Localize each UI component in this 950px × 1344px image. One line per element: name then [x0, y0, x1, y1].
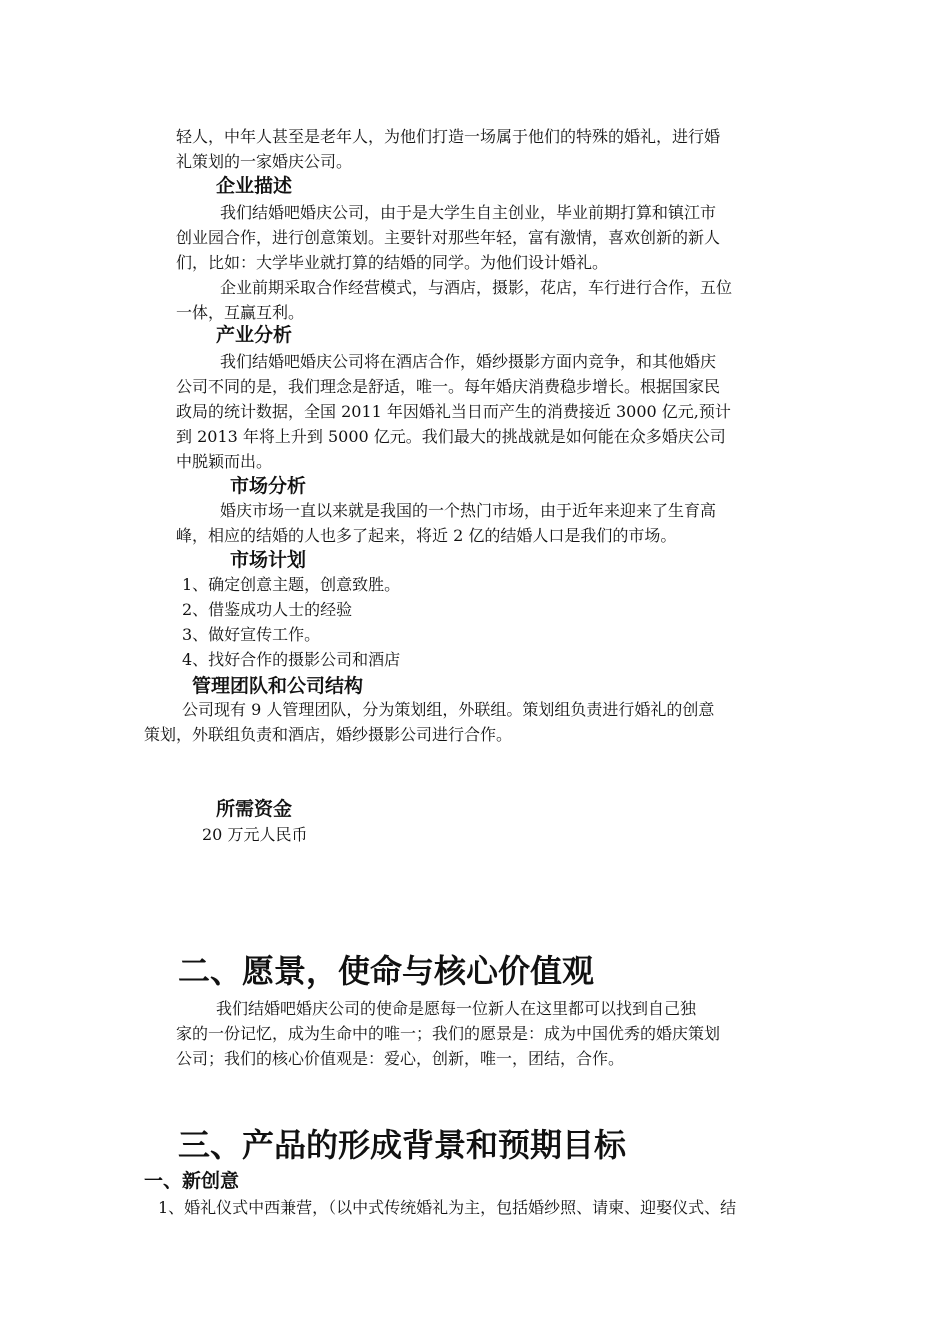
text-line: 政局的统计数据，全国 2011 年因婚礼当日而产生的消费接近 3000 亿元,预计	[176, 402, 731, 421]
funds-value: 20 万元人民币	[202, 825, 308, 844]
text-line: 到 2013 年将上升到 5000 亿元。我们最大的挑战就是如何能在众多婚庆公司	[176, 427, 726, 446]
enterprise-paragraph-1	[176, 200, 806, 275]
vision-paragraph	[176, 996, 806, 1071]
text-line: 公司不同的是，我们理念是舒适，唯一。每年婚庆消费稳步增长。根据国家民	[176, 377, 721, 396]
text-line: 家的一份记忆，成为生命中的唯一；我们的愿景是：成为中国优秀的婚庆策划	[176, 1024, 721, 1043]
market-paragraph	[176, 498, 806, 548]
text-line: 策划，外联组负责和酒店，婚纱摄影公司进行合作。	[144, 725, 513, 744]
chapter-heading-vision: 二、愿景，使命与核心价值观	[178, 952, 595, 990]
text-line: 企业前期采取合作经营模式，与酒店，摄影，花店，车行进行合作，五位	[220, 278, 733, 297]
text-line: 礼策划的一家婚庆公司。	[176, 152, 353, 171]
list-item: 3、做好宣传工作。	[182, 625, 321, 644]
text-line: 中脱颖而出。	[176, 452, 273, 471]
plan-list	[182, 572, 802, 672]
list-item: 1、确定创意主题，创意致胜。	[182, 575, 401, 594]
text-line: 们，比如：大学毕业就打算的结婚的同学。为他们设计婚礼。	[176, 253, 609, 272]
text-line: 1、婚礼仪式中西兼营，（以中式传统婚礼为主，包括婚纱照、请柬、迎娶仪式、结	[158, 1198, 737, 1217]
text-line: 峰，相应的结婚的人也多了起来，将近 2 亿的结婚人口是我们的市场。	[176, 526, 677, 545]
text-line: 轻人，中年人甚至是老年人，为他们打造一场属于他们的特殊的婚礼，进行婚	[176, 127, 721, 146]
section-heading-plan: 市场计划	[230, 549, 307, 571]
enterprise-paragraph-2	[176, 275, 806, 325]
text-line: 我们结婚吧婚庆公司将在酒店合作，婚纱摄影方面内竞争，和其他婚庆	[220, 352, 717, 371]
text-line: 婚庆市场一直以来就是我国的一个热门市场，由于近年来迎来了生育高	[220, 501, 717, 520]
text-line: 我们结婚吧婚庆公司，由于是大学生自主创业，毕业前期打算和镇江市	[220, 203, 717, 222]
section-heading-enterprise: 企业描述	[216, 175, 293, 197]
product-paragraph	[158, 1195, 806, 1220]
chapter-heading-product: 三、产品的形成背景和预期目标	[178, 1126, 627, 1164]
industry-paragraph	[176, 349, 806, 474]
subsection-heading-new-idea: 一、新创意	[144, 1170, 240, 1192]
section-heading-market: 市场分析	[230, 475, 307, 497]
section-heading-funds: 所需资金	[216, 798, 293, 820]
list-item: 2、借鉴成功人士的经验	[182, 600, 353, 619]
list-item: 4、找好合作的摄影公司和酒店	[182, 650, 401, 669]
section-heading-team: 管理团队和公司结构	[192, 675, 364, 697]
text-line: 我们结婚吧婚庆公司的使命是愿每一位新人在这里都可以找到自己独	[216, 999, 697, 1018]
text-line: 公司现有 9 人管理团队，分为策划组，外联组。策划组负责进行婚礼的创意	[182, 700, 715, 719]
text-line: 公司；我们的核心价值观是：爱心，创新，唯一，团结，合作。	[176, 1049, 625, 1068]
text-line: 一体，互赢互利。	[176, 303, 305, 322]
text-line: 创业园合作，进行创意策划。主要针对那些年轻，富有激情，喜欢创新的新人	[176, 228, 721, 247]
section-heading-industry: 产业分析	[216, 324, 293, 346]
team-paragraph	[144, 697, 806, 747]
intro-paragraph	[176, 124, 806, 174]
